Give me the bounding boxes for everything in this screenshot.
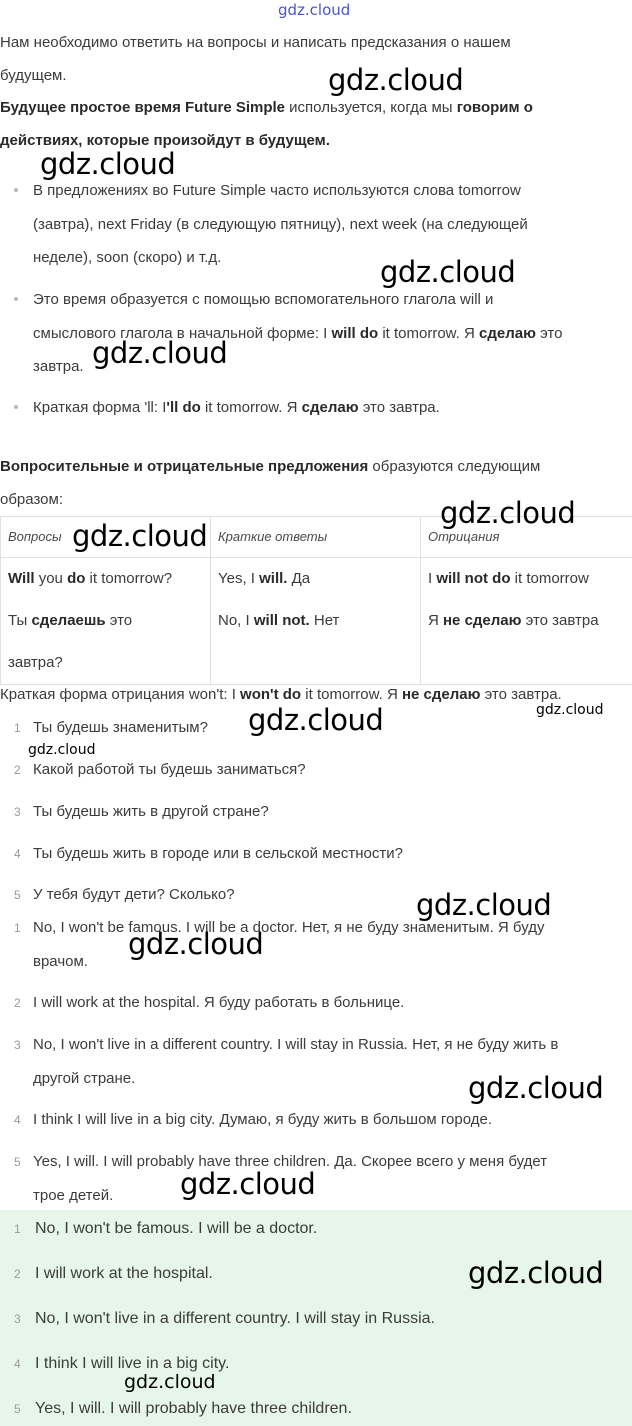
bullet-item-1 bbox=[14, 174, 626, 275]
list-text: Ты будешь жить в городе или в сельской местности? bbox=[33, 845, 403, 862]
watermark: gdz.cloud bbox=[92, 336, 228, 370]
list-text: Yes, I will. I will probably have three children. bbox=[35, 1400, 352, 1417]
q2-line-2: завтра? bbox=[8, 654, 63, 671]
watermark: gdz.cloud bbox=[440, 496, 576, 530]
a2-bold: will not. bbox=[253, 612, 310, 629]
watermark: gdz.cloud bbox=[416, 888, 552, 922]
a1-bold: will. bbox=[259, 570, 288, 587]
list-number: 3 bbox=[14, 1038, 21, 1052]
bullet-dot bbox=[14, 188, 18, 192]
watermark: gdz.cloud bbox=[536, 702, 604, 718]
list-text: I will work at the hospital. bbox=[35, 1265, 213, 1282]
list-number: 1 bbox=[14, 921, 21, 935]
list-text: У тебя будут дети? Сколько? bbox=[33, 886, 235, 903]
bullet-dot bbox=[14, 297, 18, 301]
list-number: 5 bbox=[14, 1155, 21, 1169]
translation-line-1: No, I won't be famous. I will be a doctor. Нет, я не буду знаменитым. Я буду bbox=[33, 919, 545, 936]
n2-bold: не сделаю bbox=[443, 612, 522, 629]
bullet-item-3 bbox=[14, 391, 626, 425]
q1-text: you bbox=[34, 570, 68, 587]
watermark: gdz.cloud bbox=[468, 1071, 604, 1105]
n1-text: I bbox=[428, 570, 437, 587]
watermark: gdz.cloud bbox=[180, 1167, 316, 1201]
list-number: 3 bbox=[14, 1312, 21, 1326]
bullet-2-bold-d: сделаю bbox=[479, 324, 536, 342]
bullet-2-line-1: Это время образуется с помощью вспомогательного глагола will и bbox=[33, 291, 494, 308]
list-item bbox=[0, 1302, 632, 1336]
intro-line-1: Нам необходимо ответить на вопросы и написать предсказания о нашем bbox=[0, 34, 511, 51]
list-number: 1 bbox=[14, 1222, 21, 1236]
watermark: gdz.cloud bbox=[468, 1256, 604, 1290]
list-number: 2 bbox=[14, 1267, 21, 1281]
a1-text-end: Да bbox=[287, 570, 311, 587]
watermark: gdz.cloud bbox=[124, 1371, 216, 1393]
watermark: gdz.cloud bbox=[28, 742, 96, 758]
watermark-top: gdz.cloud bbox=[278, 1, 351, 19]
table-header-short-answers: Краткие ответы bbox=[211, 517, 421, 558]
translation-line-1: Yes, I will. I will probably have three children. Да. Скорее всего у меня будет bbox=[33, 1153, 548, 1170]
list-number: 4 bbox=[14, 847, 21, 861]
watermark: gdz.cloud bbox=[248, 703, 384, 737]
bullet-1-line-2: (завтра), next Friday (в следующую пятницу), next week (на следующей bbox=[33, 215, 528, 233]
intro-paragraph bbox=[0, 26, 628, 92]
n1-text-end: it tomorrow bbox=[510, 570, 589, 587]
table-header-negations: Отрицания bbox=[421, 517, 632, 558]
definition-text-1: используется, когда мы bbox=[285, 99, 457, 116]
short-neg-text-c: it tomorrow. Я bbox=[301, 686, 402, 703]
definition-bold-2: говорим о bbox=[456, 99, 533, 116]
q1-text-end: it tomorrow? bbox=[85, 570, 173, 587]
n2-text-end: это завтра bbox=[521, 612, 599, 629]
list-item bbox=[0, 1145, 632, 1213]
list-text: No, I won't be famous. I will be a doctor. bbox=[35, 1220, 318, 1237]
list-item bbox=[0, 986, 632, 1020]
bullet-3-text-e: это завтра. bbox=[358, 399, 440, 416]
bullet-2-text-c: it tomorrow. Я bbox=[378, 324, 480, 342]
definition-bold-1: Будущее простое время Future Simple bbox=[0, 99, 286, 116]
bullet-2-text-a: смыслового глагола в начальной форме: I bbox=[33, 324, 332, 342]
bullet-2-bold-b: will do bbox=[331, 324, 379, 342]
definition-bold-3: действиях, которые произойдут в будущем. bbox=[0, 132, 330, 149]
watermark: gdz.cloud bbox=[72, 519, 208, 553]
list-text: Какой работой ты будешь заниматься? bbox=[33, 761, 306, 778]
list-item bbox=[0, 1103, 632, 1137]
list-text: I will work at the hospital. Я буду работать в больнице. bbox=[33, 994, 405, 1011]
q1-bold-do: do bbox=[67, 570, 86, 587]
list-number: 1 bbox=[14, 721, 21, 735]
watermark: gdz.cloud bbox=[40, 147, 176, 181]
q2-bold: сделаешь bbox=[31, 612, 106, 629]
a2-text: No, I bbox=[218, 612, 254, 629]
translation-line-2: другой стране. bbox=[33, 1070, 136, 1087]
list-number: 2 bbox=[14, 763, 21, 777]
watermark: gdz.cloud bbox=[328, 63, 464, 97]
list-number: 2 bbox=[14, 996, 21, 1010]
bullet-2-text-e: это bbox=[535, 324, 563, 342]
short-neg-bold-b: won't do bbox=[240, 686, 302, 703]
bullet-3-text-c: it tomorrow. Я bbox=[200, 399, 302, 416]
list-item bbox=[0, 753, 632, 787]
intro-line-2: будущем. bbox=[0, 67, 67, 84]
list-item bbox=[0, 1392, 632, 1426]
questions-intro-bold: Вопросительные и отрицательные предложения bbox=[0, 458, 369, 475]
list-item bbox=[0, 1347, 632, 1381]
table-cell-negations bbox=[421, 558, 632, 685]
list-text: I think I will live in a big city. Думаю, я буду жить в большом городе. bbox=[33, 1111, 493, 1128]
bullet-1-line-3: неделе), soon (скоро) и т.д. bbox=[33, 249, 222, 266]
list-number: 5 bbox=[14, 888, 21, 902]
bullet-3-bold-b: 'll do bbox=[166, 399, 201, 416]
list-number: 4 bbox=[14, 1113, 21, 1127]
questions-intro-text: образуются следующим bbox=[368, 458, 541, 475]
list-text: No, I won't live in a different country. I will stay in Russia. bbox=[35, 1310, 435, 1327]
list-text: Ты будешь знаменитым? bbox=[33, 719, 208, 736]
watermark: gdz.cloud bbox=[380, 255, 516, 289]
a2-text-end: Нет bbox=[309, 612, 340, 629]
table-cell-answers bbox=[211, 558, 421, 685]
short-neg-text-a: Краткая форма отрицания won't: I bbox=[0, 686, 241, 703]
list-text: I think I will live in a big city. bbox=[35, 1355, 230, 1372]
table-header-questions: Вопросы bbox=[1, 517, 211, 558]
table-row bbox=[1, 558, 632, 685]
watermark: gdz.cloud bbox=[128, 927, 264, 961]
list-item bbox=[0, 795, 632, 829]
table-cell-question bbox=[1, 558, 211, 685]
short-neg-text-e: это завтра. bbox=[480, 686, 562, 703]
q1-bold-will: Will bbox=[8, 570, 35, 587]
bullet-3-text-a: Краткая форма 'll: I bbox=[33, 399, 167, 416]
bullet-dot bbox=[14, 405, 18, 409]
questions-intro-line-2: образом: bbox=[0, 491, 63, 508]
n1-bold: will not do bbox=[436, 570, 511, 587]
translation-line-2: врачом. bbox=[33, 953, 88, 970]
list-number: 3 bbox=[14, 805, 21, 819]
bullet-2-line-3: завтра. bbox=[33, 358, 84, 375]
list-number: 4 bbox=[14, 1357, 21, 1371]
list-item bbox=[0, 1212, 632, 1246]
a1-text: Yes, I bbox=[218, 570, 260, 587]
list-text: Ты будешь жить в другой стране? bbox=[33, 803, 269, 820]
translation-line-1: No, I won't live in a different country. I will stay in Russia. Нет, я не буду жить в bbox=[33, 1036, 559, 1053]
bullet-1-line-1: В предложениях во Future Simple часто используются слова tomorrow bbox=[33, 182, 521, 199]
bullet-text-1 bbox=[14, 174, 626, 275]
short-neg-bold-d: не сделаю bbox=[401, 686, 481, 703]
translation-line-2: трое детей. bbox=[33, 1187, 114, 1204]
bullet-text-3 bbox=[14, 391, 626, 425]
q2-text-end: это bbox=[105, 612, 133, 629]
n2-text: Я bbox=[428, 612, 443, 629]
list-item bbox=[0, 837, 632, 871]
q2-text: Ты bbox=[8, 612, 32, 629]
list-number: 5 bbox=[14, 1402, 21, 1416]
bullet-3-bold-d: сделаю bbox=[301, 399, 359, 416]
